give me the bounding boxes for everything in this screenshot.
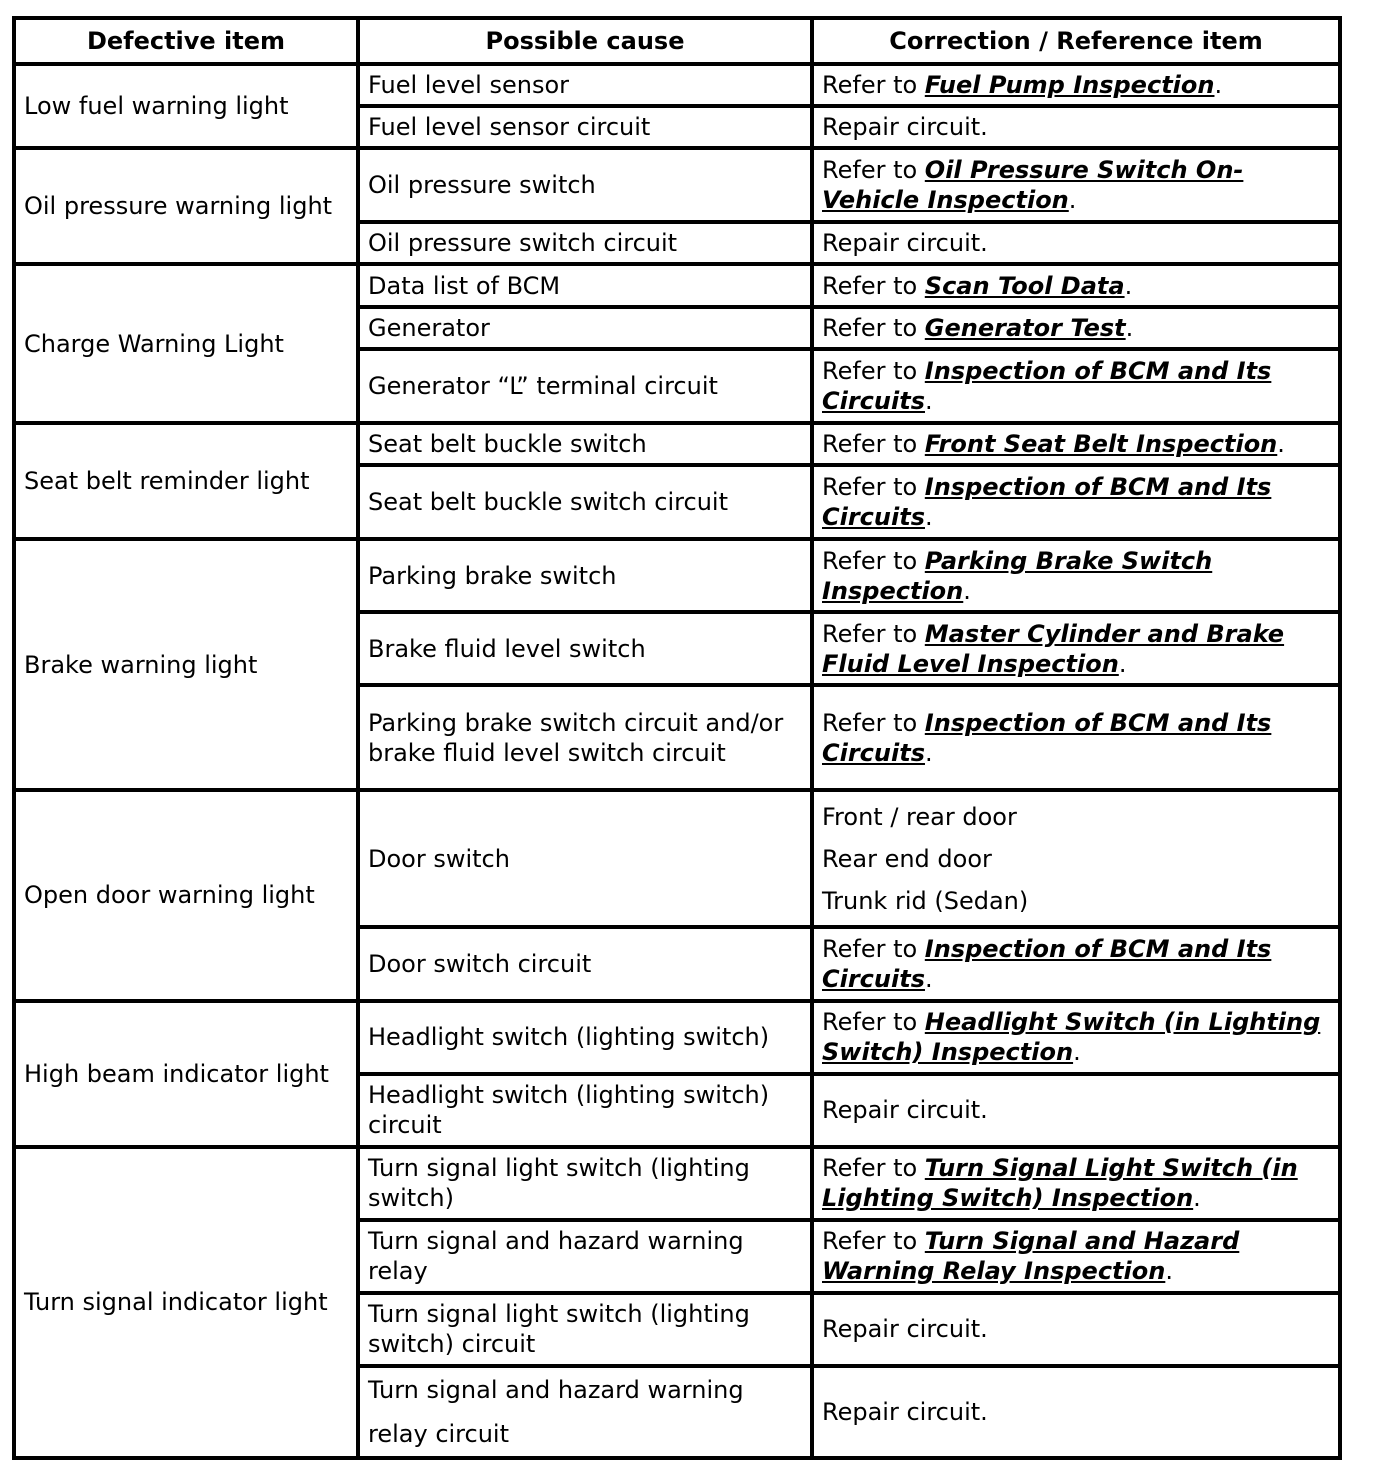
correction-cell: Repair circuit. bbox=[812, 1074, 1340, 1147]
cause-cell: Door switch circuit bbox=[358, 927, 812, 1000]
reference-link[interactable]: Parking Brake Switch Inspection bbox=[822, 546, 1213, 605]
defective-item-cell: Seat belt reminder light bbox=[14, 423, 358, 539]
cause-cell: Turn signal and hazard warning relay bbox=[358, 1220, 812, 1293]
cause-cell: Oil pressure switch bbox=[358, 148, 812, 222]
cause-cell: Headlight switch (lighting switch) bbox=[358, 1001, 812, 1074]
reference-link[interactable]: Inspection of BCM and Its Circuits bbox=[822, 935, 1272, 993]
reference-link[interactable]: Fuel Pump Inspection bbox=[924, 71, 1215, 99]
defective-item-cell: Charge Warning Light bbox=[14, 264, 358, 423]
table-row bbox=[14, 1001, 1340, 1074]
correction-cell bbox=[812, 264, 1340, 307]
reference-link[interactable]: Inspection of BCM and Its Circuits bbox=[822, 708, 1272, 767]
cause-cell: Door switch bbox=[358, 790, 812, 927]
refer-to-text: Refer to bbox=[822, 1227, 925, 1256]
refer-to-text: Refer to bbox=[822, 546, 925, 575]
refer-to-text: Refer to bbox=[822, 708, 925, 737]
correction-cell: Repair circuit. bbox=[812, 222, 1340, 264]
period-text: . bbox=[924, 387, 933, 416]
defective-item-cell: Oil pressure warning light bbox=[14, 148, 358, 264]
refer-to-text: Refer to bbox=[822, 1154, 925, 1183]
period-text: . bbox=[1073, 1038, 1081, 1067]
cause-cell: Brake fluid level switch bbox=[358, 612, 812, 685]
correction-cell: Repair circuit. bbox=[812, 1366, 1340, 1458]
period-text: . bbox=[1118, 649, 1127, 678]
header-defective-item: Defective item bbox=[14, 18, 358, 64]
refer-to-text: Refer to bbox=[822, 935, 925, 963]
correction-cell bbox=[812, 64, 1340, 106]
cause-cell: Parking brake switch bbox=[358, 539, 812, 612]
cause-cell: Parking brake switch circuit and/or brake fluid level switch circuit bbox=[358, 685, 812, 790]
correction-cell bbox=[812, 685, 1340, 790]
correction-cell bbox=[812, 790, 1340, 927]
cause-cell: Seat belt buckle switch circuit bbox=[358, 465, 812, 539]
table-row bbox=[14, 148, 1340, 222]
refer-to-text: Refer to bbox=[822, 357, 925, 386]
period-text: . bbox=[963, 576, 971, 605]
cause-cell: Data list of BCM bbox=[358, 264, 812, 307]
refer-to-text: Refer to bbox=[822, 473, 925, 502]
period-text: . bbox=[924, 503, 933, 532]
refer-to-text: Refer to bbox=[822, 1008, 925, 1037]
cause-cell: Headlight switch (lighting switch) circuit bbox=[358, 1074, 812, 1147]
reference-link[interactable]: Scan Tool Data bbox=[924, 271, 1125, 300]
correction-cell bbox=[812, 612, 1340, 685]
correction-cell bbox=[812, 1147, 1340, 1220]
correction-cell bbox=[812, 349, 1340, 423]
table-row bbox=[14, 423, 1340, 465]
header-correction: Correction / Reference item bbox=[812, 18, 1340, 64]
door-line: Front / rear door bbox=[822, 802, 1017, 831]
cause-cell: Oil pressure switch circuit bbox=[358, 222, 812, 264]
defective-item-cell: Turn signal indicator light bbox=[14, 1147, 358, 1458]
period-text: . bbox=[1125, 314, 1134, 343]
period-text: . bbox=[1277, 430, 1285, 459]
refer-to-text: Refer to bbox=[822, 430, 925, 459]
door-line: Rear end door bbox=[822, 844, 992, 873]
correction-cell bbox=[812, 148, 1340, 222]
correction-cell bbox=[812, 465, 1340, 539]
cause-cell: Fuel level sensor bbox=[358, 64, 812, 106]
header-row bbox=[14, 18, 1340, 64]
table-row bbox=[14, 1147, 1340, 1220]
correction-cell bbox=[812, 539, 1340, 612]
period-text: . bbox=[1193, 1184, 1201, 1213]
header-possible-cause: Possible cause bbox=[358, 18, 812, 64]
refer-to-text: Refer to bbox=[822, 71, 925, 99]
cause-cell: Generator “L” terminal circuit bbox=[358, 349, 812, 423]
period-text: . bbox=[1165, 1257, 1173, 1286]
reference-link[interactable]: Oil Pressure Switch On-Vehicle Inspection bbox=[822, 156, 1244, 215]
period-text: . bbox=[1214, 71, 1223, 99]
correction-cell: Repair circuit. bbox=[812, 106, 1340, 148]
cause-cell: Turn signal light switch (lighting switch) bbox=[358, 1147, 812, 1220]
cause-cell: Seat belt buckle switch bbox=[358, 423, 812, 465]
reference-link[interactable]: Generator Test bbox=[924, 314, 1126, 343]
reference-link[interactable]: Inspection of BCM and Its Circuits bbox=[822, 357, 1272, 416]
cause-cell: Fuel level sensor circuit bbox=[358, 106, 812, 148]
period-text: . bbox=[1068, 186, 1077, 215]
table-row bbox=[14, 64, 1340, 106]
door-line: Trunk rid (Sedan) bbox=[822, 886, 1029, 915]
cause-cell: Generator bbox=[358, 307, 812, 349]
cause-cell: Turn signal and hazard warning relay circuit bbox=[358, 1366, 812, 1458]
reference-link[interactable]: Front Seat Belt Inspection bbox=[924, 430, 1278, 459]
reference-link[interactable]: Inspection of BCM and Its Circuits bbox=[822, 473, 1272, 532]
correction-cell bbox=[812, 1220, 1340, 1293]
defective-item-cell: Open door warning light bbox=[14, 790, 358, 1000]
period-text: . bbox=[924, 738, 933, 767]
cause-cell: Turn signal light switch (lighting switch) circuit bbox=[358, 1293, 812, 1366]
table-row bbox=[14, 790, 1340, 927]
reference-link[interactable]: Turn Signal and Hazard Warning Relay Inspection bbox=[822, 1227, 1240, 1286]
table-row bbox=[14, 539, 1340, 612]
refer-to-text: Refer to bbox=[822, 271, 925, 300]
reference-link[interactable]: Master Cylinder and Brake Fluid Level Inspection bbox=[822, 619, 1285, 678]
reference-link[interactable]: Turn Signal Light Switch (in Lighting Switch) Inspection bbox=[822, 1154, 1298, 1213]
correction-cell: Repair circuit. bbox=[812, 1293, 1340, 1366]
refer-to-text: Refer to bbox=[822, 619, 925, 648]
table-row bbox=[14, 264, 1340, 307]
refer-to-text: Refer to bbox=[822, 314, 925, 343]
diagnosis-table bbox=[12, 16, 1342, 1460]
correction-cell bbox=[812, 1001, 1340, 1074]
defective-item-cell: Brake warning light bbox=[14, 539, 358, 790]
refer-to-text: Refer to bbox=[822, 156, 925, 185]
period-text: . bbox=[924, 965, 933, 993]
correction-cell bbox=[812, 423, 1340, 465]
defective-item-cell: Low fuel warning light bbox=[14, 64, 358, 148]
correction-cell bbox=[812, 307, 1340, 349]
reference-link[interactable]: Headlight Switch (in Lighting Switch) Inspection bbox=[822, 1008, 1321, 1067]
correction-cell bbox=[812, 927, 1340, 1000]
period-text: . bbox=[1124, 271, 1133, 300]
defective-item-cell: High beam indicator light bbox=[14, 1001, 358, 1147]
